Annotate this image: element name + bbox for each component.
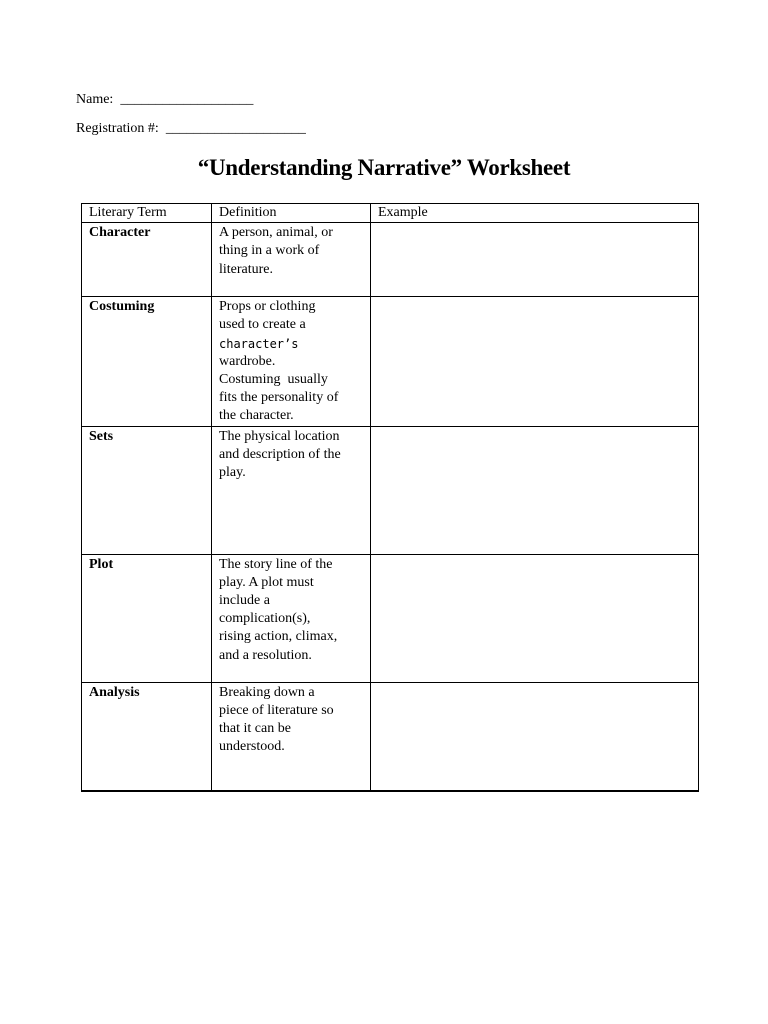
- definition-line: Breaking down a: [219, 684, 315, 700]
- name-field[interactable]: [76, 92, 253, 108]
- table-row: [82, 223, 699, 297]
- definition-line: rising action, climax,: [219, 629, 338, 645]
- definition-line: thing in a work of: [219, 243, 320, 259]
- definition-costuming: [212, 297, 371, 426]
- definition-line: and a resolution.: [219, 647, 312, 663]
- definition-character: [212, 223, 371, 297]
- column-header-definition: Definition: [212, 204, 371, 223]
- worksheet-title: “Understanding Narrative” Worksheet: [197, 155, 571, 180]
- definition-line: piece of literature so: [219, 702, 334, 718]
- definition-line: literature.: [219, 261, 274, 277]
- column-header-literary-term: Literary Term: [82, 204, 212, 223]
- definition-analysis: [212, 682, 371, 791]
- registration-label: Registration #:: [76, 121, 159, 136]
- definition-line: used to create a: [219, 317, 306, 333]
- table-header-row: [82, 204, 699, 223]
- definition-line: understood.: [219, 739, 285, 755]
- definition-line: complication(s),: [219, 611, 311, 627]
- term-costuming: Costuming: [82, 297, 212, 426]
- table-row: [82, 426, 699, 554]
- table-row: [82, 554, 699, 682]
- registration-blank[interactable]: ____________________: [165, 121, 306, 136]
- name-blank[interactable]: ___________________: [120, 92, 254, 107]
- definition-line: fits the personality of: [219, 390, 339, 406]
- definition-line: Costuming usually: [219, 372, 328, 388]
- term-sets: Sets: [82, 426, 212, 554]
- example-cell-analysis[interactable]: [371, 682, 699, 791]
- term-character: Character: [82, 223, 212, 297]
- registration-field[interactable]: [76, 121, 306, 137]
- example-cell-character[interactable]: [371, 223, 699, 297]
- definition-line: wardrobe.: [219, 353, 276, 369]
- definition-line: that it can be: [219, 721, 291, 737]
- example-cell-costuming[interactable]: [371, 297, 699, 426]
- definition-line: the character.: [219, 408, 294, 424]
- definition-sets: [212, 426, 371, 554]
- definition-line: include a: [219, 593, 270, 609]
- example-cell-plot[interactable]: [371, 554, 699, 682]
- definition-line: play.: [219, 465, 246, 481]
- definition-plot: [212, 554, 371, 682]
- worksheet-table: [81, 203, 699, 792]
- table-row: [82, 682, 699, 791]
- term-plot: Plot: [82, 554, 212, 682]
- definition-line: play. A plot must: [219, 574, 314, 590]
- column-header-example: Example: [371, 204, 699, 223]
- term-analysis: Analysis: [82, 682, 212, 791]
- definition-line: The story line of the: [219, 556, 333, 572]
- definition-line: The physical location: [219, 428, 340, 444]
- name-label: Name:: [76, 92, 114, 107]
- definition-line: A person, animal, or: [219, 225, 333, 241]
- definition-line: and description of the: [219, 446, 341, 462]
- example-cell-sets[interactable]: [371, 426, 699, 554]
- table-row: [82, 297, 699, 426]
- definition-line: character’s: [219, 336, 299, 351]
- definition-line: Props or clothing: [219, 299, 316, 315]
